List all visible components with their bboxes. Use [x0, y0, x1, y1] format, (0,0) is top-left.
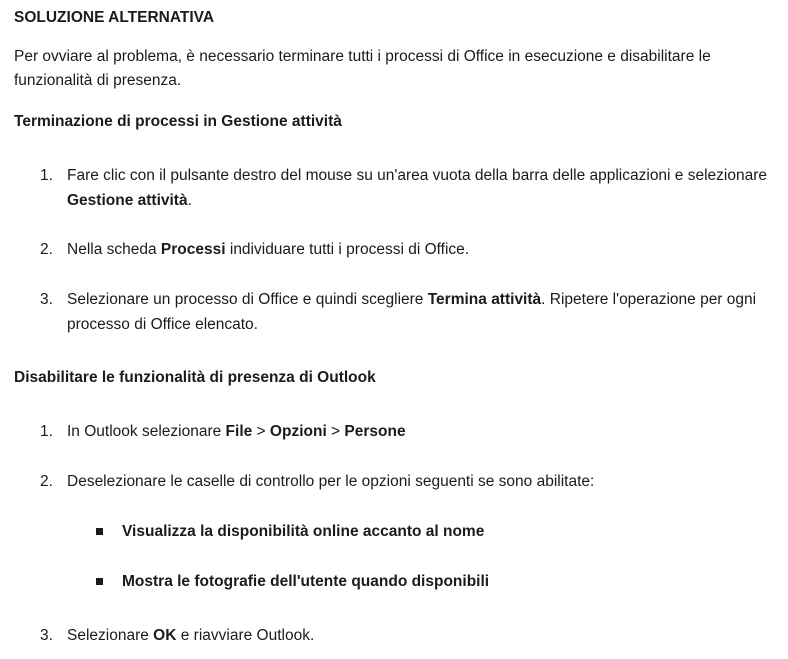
gestione-attivita-label: Gestione attività [67, 192, 188, 209]
step-number: 1. [40, 167, 53, 184]
section2-step-3 [40, 623, 782, 648]
bullet-square-icon [96, 528, 103, 535]
step-text: Selezionare OK e riavviare Outlook. [67, 627, 315, 644]
bullet-item-user-photos [96, 569, 782, 594]
termina-attivita-label: Termina attività [427, 291, 542, 308]
section-title: SOLUZIONE ALTERNATIVA [14, 9, 215, 26]
step-text: Selezionare un processo di Office e quindi scegliere Termina attività. Ripetere l'operazione per ogni processo di Office elencato. [67, 291, 757, 333]
step-number: 2. [40, 241, 53, 258]
intro-paragraph: Per ovviare al problema, è necessario terminare tutti i processi di Office in esecuzione e disabilitare le funzionalità di presenza. [14, 48, 711, 89]
section2-step-2 [40, 469, 782, 494]
step-number: 2. [40, 473, 53, 490]
bullet-text: Visualizza la disponibilità online accanto al nome [122, 523, 485, 540]
bullet-text: Mostra le fotografie dell'utente quando disponibili [122, 573, 490, 590]
section2-step-1 [40, 419, 782, 444]
step-number: 3. [40, 291, 53, 308]
section1-step-1 [40, 163, 782, 213]
step-number: 1. [40, 423, 53, 440]
bullet-square-icon [96, 578, 103, 585]
step-text: Nella scheda Processi individuare tutti i processi di Office. [67, 241, 470, 258]
ok-label: OK [153, 627, 177, 644]
step-text: Fare clic con il pulsante destro del mouse su un'area vuota della barra delle applicazioni e selezionare Gestione attività. [67, 167, 768, 209]
step-number: 3. [40, 627, 53, 644]
section1-heading: Terminazione di processi in Gestione attività [14, 113, 342, 130]
section2-heading: Disabilitare le funzionalità di presenza di Outlook [14, 369, 376, 386]
step-text: In Outlook selezionare File > Opzioni > Persone [67, 423, 406, 440]
section1-step-2 [40, 237, 782, 262]
step-text: Deselezionare le caselle di controllo per le opzioni seguenti se sono abilitate: [67, 473, 595, 490]
processi-label: Processi [160, 241, 226, 258]
file-menu-label: File [225, 423, 253, 440]
bullet-item-online-availability [96, 519, 782, 544]
section1-step-3 [40, 287, 782, 337]
persone-menu-label: Persone [344, 423, 406, 440]
opzioni-menu-label: Opzioni [269, 423, 327, 440]
